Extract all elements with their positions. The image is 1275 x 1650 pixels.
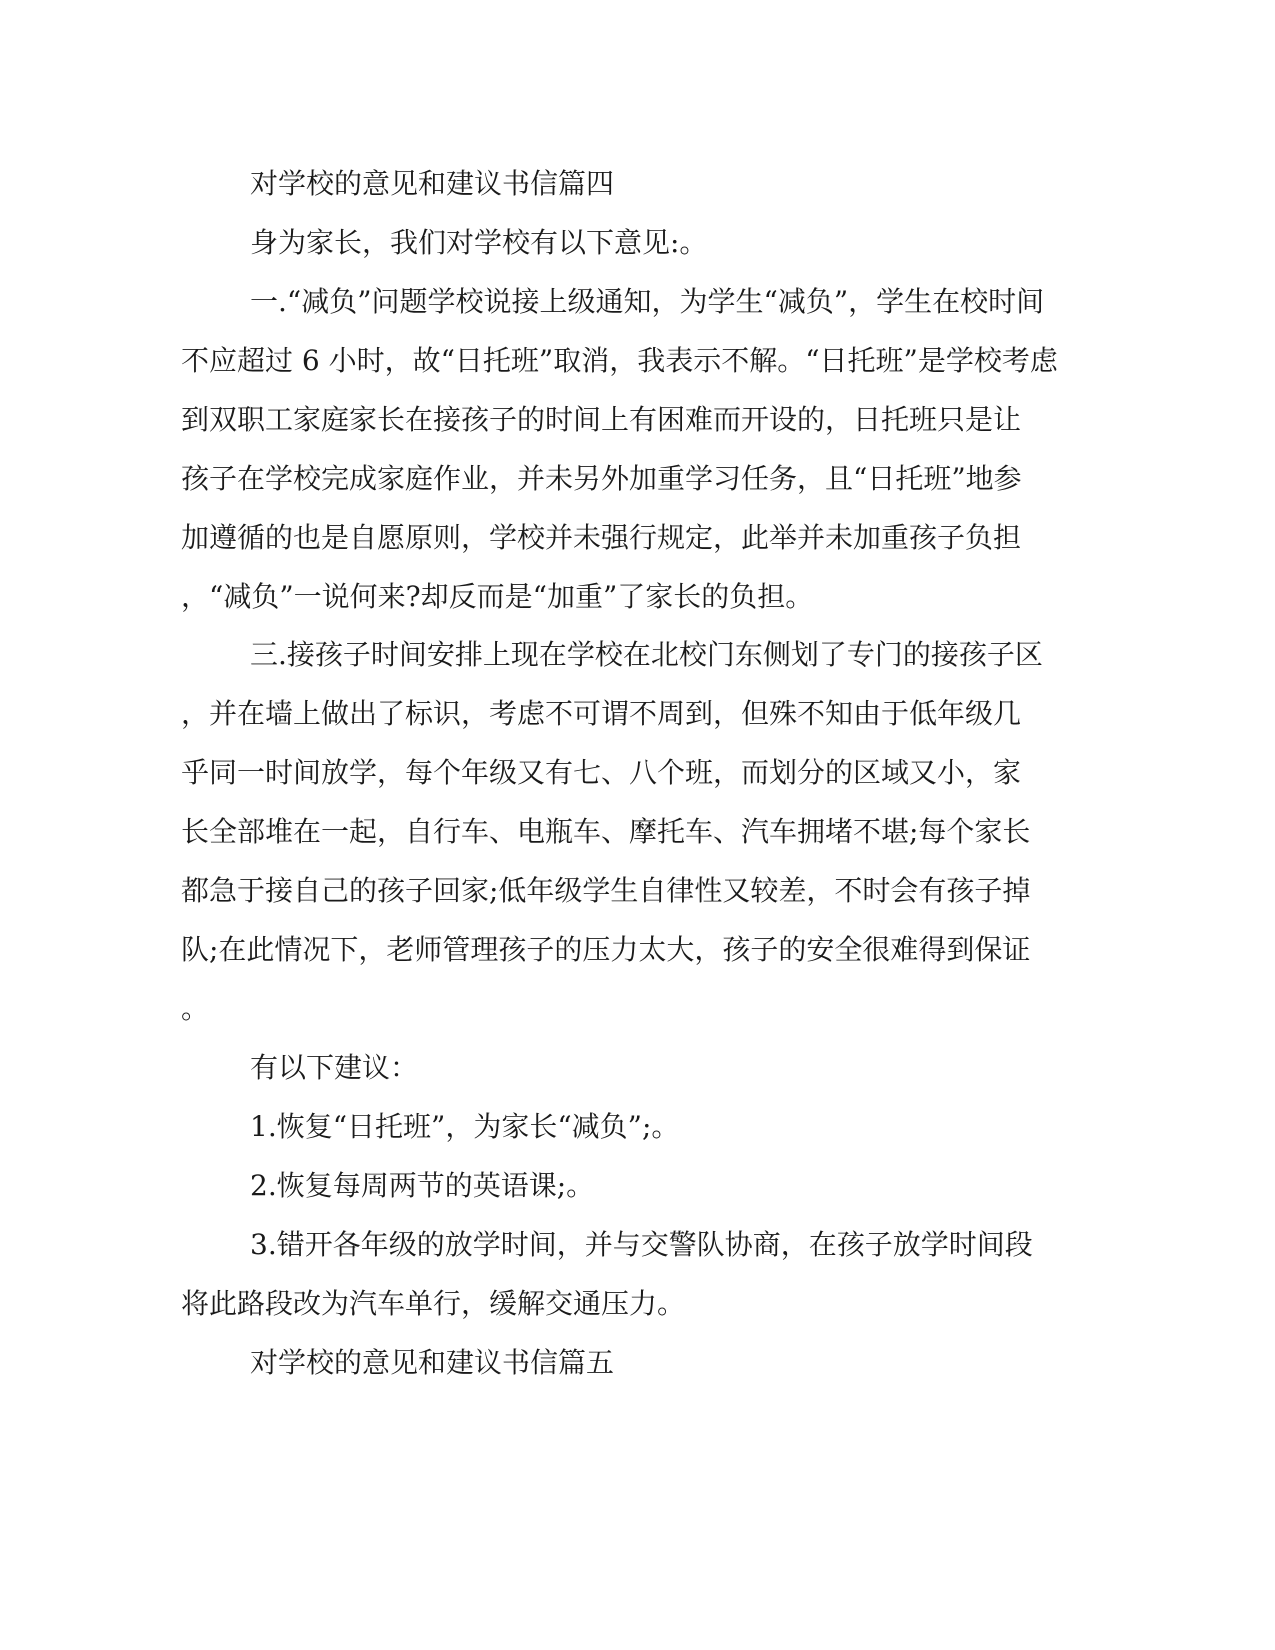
paragraph-line: 不应超过 6 小时，故“日托班”取消，我表示不解。“日托班”是学校考虑 bbox=[181, 344, 1058, 377]
paragraph-line: 乎同一时间放学，每个年级又有七、八个班，而划分的区域又小，家 bbox=[181, 756, 1022, 789]
paragraph-line: 一.“减负”问题学校说接上级通知，为学生“减负”，学生在校时间 bbox=[250, 285, 1045, 318]
suggestion-item-continued: 将此路段改为汽车单行，缓解交通压力。 bbox=[181, 1287, 686, 1320]
paragraph-line: 到双职工家庭家长在接孩子的时间上有困难而开设的，日托班只是让 bbox=[181, 403, 1022, 436]
suggestion-item: 1.恢复“日托班”，为家长“减负”;。 bbox=[250, 1110, 680, 1143]
paragraph-line: 。 bbox=[181, 992, 210, 1025]
paragraph-line: ，“减负”一说何来?却反而是“加重”了家长的负担。 bbox=[181, 580, 814, 613]
suggestion-item: 3.错开各年级的放学时间，并与交警队协商，在孩子放学时间段 bbox=[250, 1228, 1033, 1261]
suggestions-heading: 有以下建议： bbox=[250, 1051, 419, 1084]
section-heading-4: 对学校的意见和建议书信篇四 bbox=[250, 167, 615, 200]
opening-paragraph: 身为家长，我们对学校有以下意见:。 bbox=[250, 226, 708, 259]
paragraph-line: 队;在此情况下，老师管理孩子的压力太大，孩子的安全很难得到保证 bbox=[181, 933, 1031, 966]
paragraph-line: 加遵循的也是自愿原则，学校并未强行规定，此举并未加重孩子负担 bbox=[181, 521, 1022, 554]
section-heading-5: 对学校的意见和建议书信篇五 bbox=[250, 1346, 615, 1379]
paragraph-line: 孩子在学校完成家庭作业，并未另外加重学习任务，且“日托班”地参 bbox=[181, 462, 1022, 495]
paragraph-line: ，并在墙上做出了标识，考虑不可谓不周到，但殊不知由于低年级几 bbox=[181, 697, 1022, 730]
paragraph-line: 都急于接自己的孩子回家;低年级学生自律性又较差，不时会有孩子掉 bbox=[181, 874, 1031, 907]
paragraph-line: 三.接孩子时间安排上现在学校在北校门东侧划了专门的接孩子区 bbox=[250, 638, 1043, 671]
paragraph-line: 长全部堆在一起，自行车、电瓶车、摩托车、汽车拥堵不堪;每个家长 bbox=[181, 815, 1031, 848]
suggestion-item: 2.恢复每周两节的英语课;。 bbox=[250, 1169, 595, 1202]
